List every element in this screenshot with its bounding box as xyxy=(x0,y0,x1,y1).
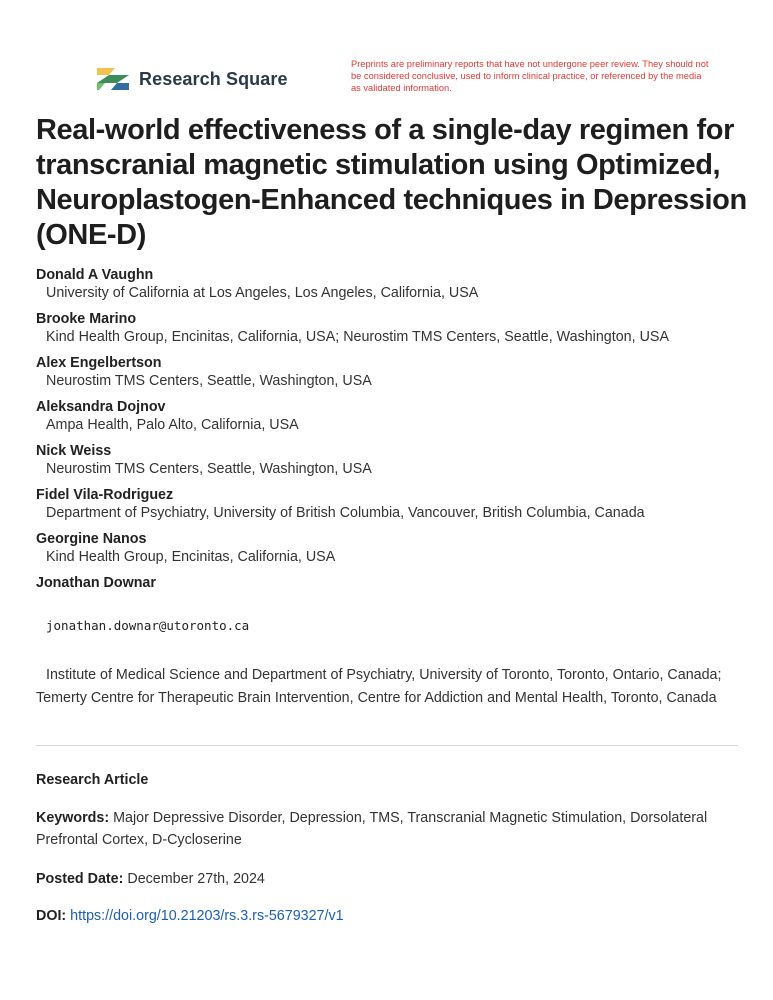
preprint-disclaimer: Preprints are preliminary reports that have not undergone peer review. They should not be considered conclusive, used to inform clinical practice, or referenced by the media as validated information. xyxy=(351,59,709,93)
author-name: Aleksandra Dojnov xyxy=(36,399,166,415)
article-type: Research Article xyxy=(36,772,149,788)
doi-label: DOI: xyxy=(36,908,67,924)
doi-link[interactable]: https://doi.org/10.21203/rs.3.rs-5679327/v1 xyxy=(70,908,344,924)
author-name: Brooke Marino xyxy=(36,311,137,327)
keywords-label: Keywords: xyxy=(36,810,110,826)
keywords-value: Major Depressive Disorder, Depression, TMS, Transcranial Magnetic Stimulation, Dorsolateral Prefrontal Cortex, D-Cycloserine xyxy=(36,810,708,848)
author-entry xyxy=(36,442,756,479)
author-name: Fidel Vila-Rodriguez xyxy=(36,487,174,503)
author-affiliation: Kind Health Group, Encinitas, California, USA xyxy=(46,549,336,565)
posted-date xyxy=(36,868,746,890)
research-square-logo-icon xyxy=(95,64,131,94)
research-square-logo[interactable] xyxy=(95,64,288,94)
author-name: Alex Engelbertson xyxy=(36,355,162,371)
keywords xyxy=(36,807,746,851)
section-divider xyxy=(36,745,738,746)
author-name: Georgine Nanos xyxy=(36,531,147,547)
author-entry xyxy=(36,530,756,567)
paper-title: Real-world effectiveness of a single-day regimen for transcranial magnetic stimulation using Optimized, Neuroplastogen-Enhanced techniques in Depression (ONE-D) xyxy=(36,114,747,251)
author-entry xyxy=(36,310,756,347)
author-name: Donald A Vaughn xyxy=(36,267,154,283)
logo-text-square: Square xyxy=(225,68,288,89)
author-entry xyxy=(36,486,756,523)
logo-text-research: Research xyxy=(139,68,221,89)
author-affiliation: Neurostim TMS Centers, Seattle, Washington, USA xyxy=(46,373,372,389)
corresponding-email[interactable]: jonathan.downar@utoronto.ca xyxy=(46,618,250,633)
author-affiliation: University of California at Los Angeles, Los Angeles, California, USA xyxy=(46,285,479,301)
author-affiliation: Ampa Health, Palo Alto, California, USA xyxy=(46,417,299,433)
author-affiliation-downar: Institute of Medical Science and Department of Psychiatry, University of Toronto, Toronto, Ontario, Canada; Temerty Centre for Therapeutic Brain Intervention, Centre for Addiction and Mental Health, Toronto, Canada xyxy=(36,667,722,706)
posted-date-label: Posted Date: xyxy=(36,871,124,887)
author-affiliation: Neurostim TMS Centers, Seattle, Washington, USA xyxy=(46,461,372,477)
posted-date-value: December 27th, 2024 xyxy=(127,871,265,887)
author-entry xyxy=(36,266,756,303)
author-list xyxy=(36,266,756,599)
author-name: Nick Weiss xyxy=(36,443,112,459)
author-entry xyxy=(36,354,756,391)
author-entry xyxy=(36,398,756,435)
author-affiliation: Department of Psychiatry, University of British Columbia, Vancouver, British Columbia, Canada xyxy=(46,505,645,521)
author-entry xyxy=(36,574,756,592)
page-header xyxy=(95,60,735,100)
doi xyxy=(36,905,746,927)
author-name: Jonathan Downar xyxy=(36,575,156,591)
author-affiliation: Kind Health Group, Encinitas, California, USA; Neurostim TMS Centers, Seattle, Washington, USA xyxy=(46,329,669,345)
logo-text xyxy=(139,69,288,90)
